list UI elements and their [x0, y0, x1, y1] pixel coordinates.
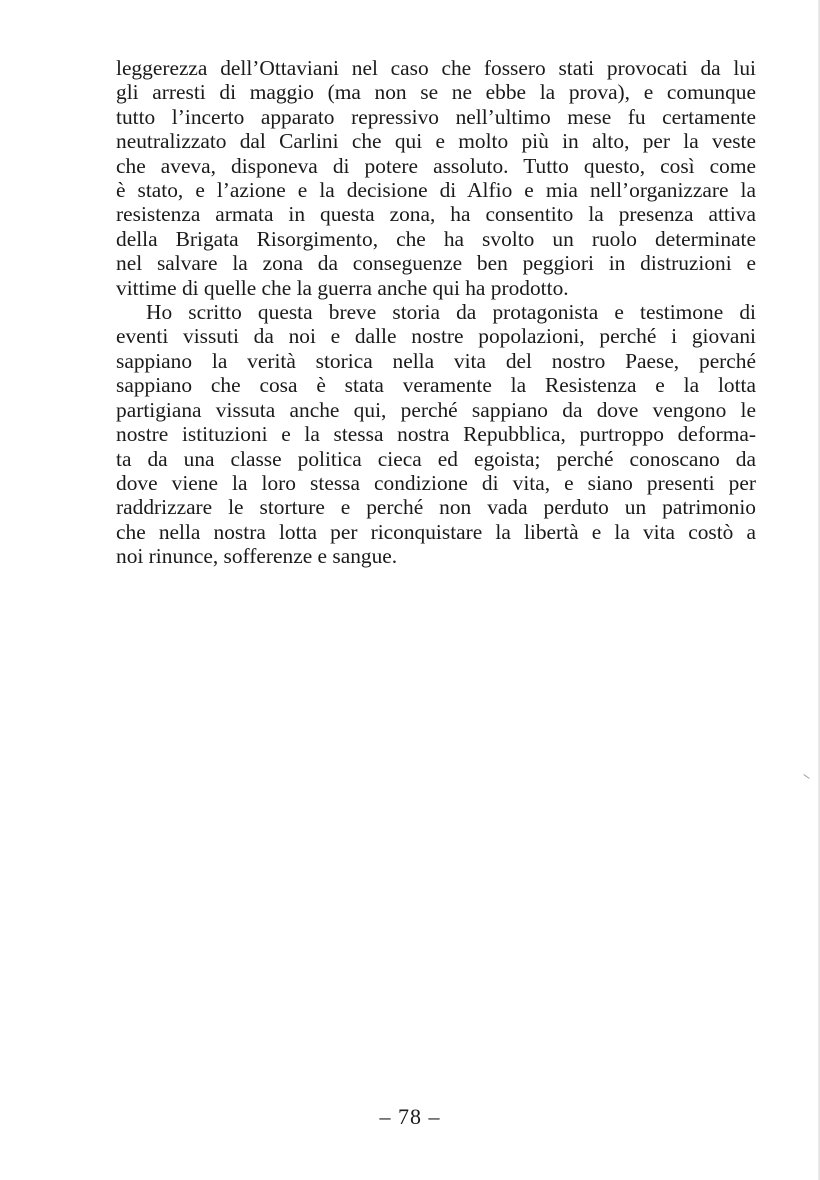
text-line: eventi vissuti da noi e dalle nostre popolazioni, perché i giovani: [116, 324, 756, 349]
paragraph-2: [116, 300, 756, 568]
text-line: resistenza armata in questa zona, ha consentito la presenza attiva: [116, 202, 756, 227]
page-number: – 78 –: [379, 1104, 441, 1129]
text-line: della Brigata Risorgimento, che ha svolto un ruolo determinate: [116, 226, 756, 251]
text-line: tutto l’incerto apparato repressivo nell’ultimo mese fu certamente: [116, 104, 756, 129]
text-line: partigiana vissuta anche qui, perché sappiano da dove vengono le: [116, 397, 756, 422]
text-line: gli arresti di maggio (ma non se ne ebbe la prova), e comunque: [116, 80, 756, 105]
body-text: [116, 56, 756, 569]
text-line: nostre istituzioni e la stessa nostra Repubblica, purtroppo deforma-: [116, 422, 756, 447]
text-line: è stato, e l’azione e la decisione di Alfio e mia nell’organizzare la: [116, 178, 756, 203]
text-line: raddrizzare le storture e perché non vada perduto un patrimonio: [116, 495, 756, 520]
text-line: noi rinunce, sofferenze e sangue.: [116, 544, 398, 569]
scan-speck: [803, 774, 809, 779]
text-line: sappiano che cosa è stata veramente la Resistenza e la lotta: [116, 373, 756, 398]
text-line: Ho scritto questa breve storia da protagonista e testimone di: [146, 300, 756, 325]
text-line: ta da una classe politica cieca ed egoista; perché conoscano da: [116, 446, 756, 471]
text-line: nel salvare la zona da conseguenze ben peggiori in distruzioni e: [116, 251, 756, 276]
text-line: che nella nostra lotta per riconquistare la libertà e la vita costò a: [116, 519, 756, 544]
text-line: vittime di quelle che la guerra anche qui ha prodotto.: [116, 275, 569, 300]
paragraph-1: [116, 56, 756, 300]
text-line: che aveva, disponeva di potere assoluto. Tutto questo, così come: [116, 153, 756, 178]
text-line: neutralizzato dal Carlini che qui e molto più in alto, per la veste: [116, 129, 756, 154]
text-line: dove viene la loro stessa condizione di vita, e siano presenti per: [116, 470, 756, 495]
text-line: leggerezza dell’Ottaviani nel caso che fossero stati provocati da lui: [116, 56, 756, 80]
text-line: sappiano la verità storica nella vita del nostro Paese, perché: [116, 348, 756, 373]
